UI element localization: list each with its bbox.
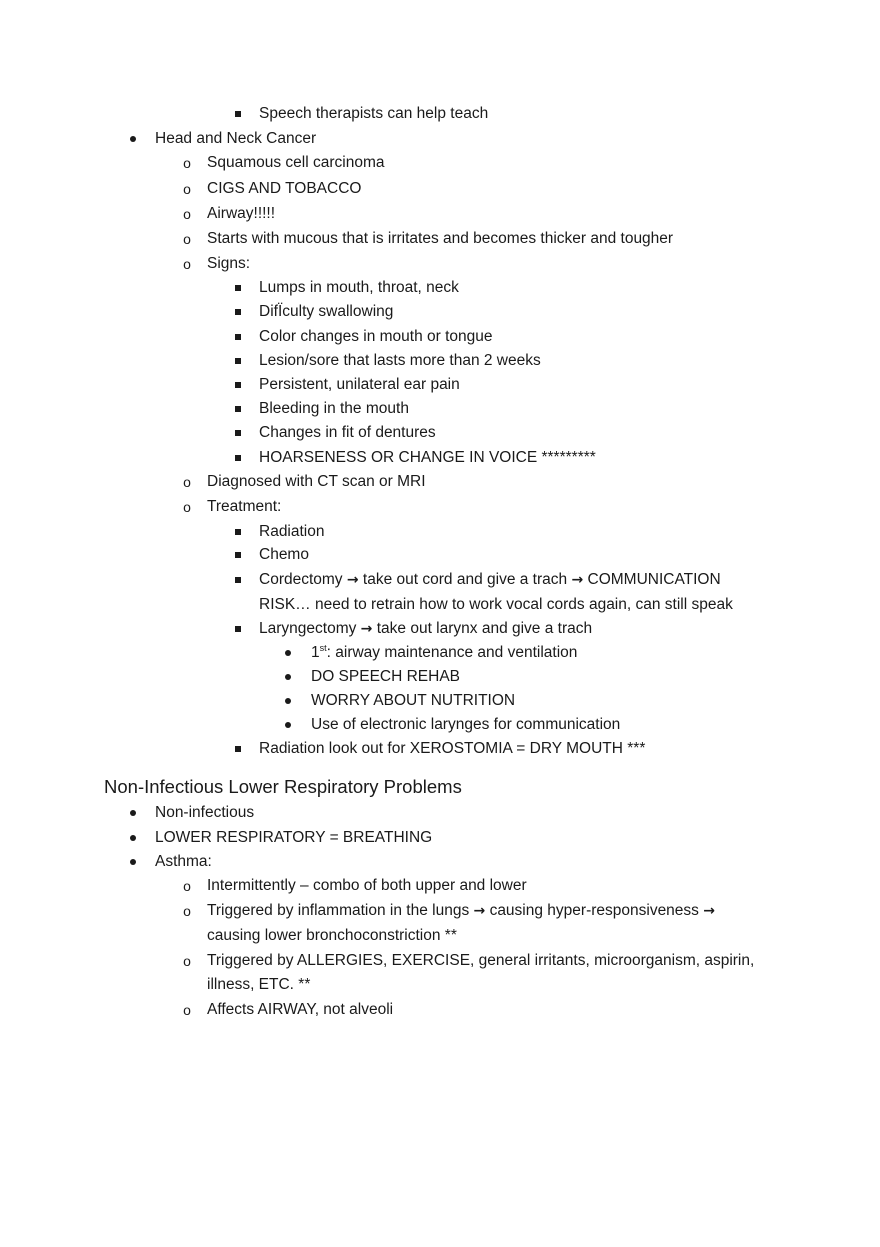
list-item: Use of electronic larynges for communication xyxy=(311,716,621,733)
list-item-text: Triggered by inflammation in the lungs xyxy=(207,902,470,919)
circle-bullet-icon xyxy=(177,229,197,250)
list-item: Intermittently – combo of both upper and lower xyxy=(207,877,527,894)
list-item-text: Laryngectomy xyxy=(259,620,357,637)
list-item-continuation: causing lower bronchoconstriction ** xyxy=(207,927,457,944)
list-item: Asthma: xyxy=(155,853,212,870)
list-item: Radiation xyxy=(259,523,325,540)
arrow-right-icon: → xyxy=(703,903,715,919)
circle-bullet-icon xyxy=(177,1000,197,1021)
square-bullet-icon xyxy=(228,375,248,395)
disc-bullet-icon xyxy=(278,643,298,663)
disc-bullet-icon xyxy=(123,129,143,149)
list-item-text: Cordectomy xyxy=(259,571,343,588)
list-item: Head and Neck Cancer xyxy=(155,130,317,147)
list-item: Speech therapists can help teach xyxy=(259,105,489,122)
circle-bullet-icon xyxy=(177,204,197,225)
list-item: Squamous cell carcinoma xyxy=(207,154,385,171)
square-bullet-icon xyxy=(228,278,248,298)
arrow-right-icon: → xyxy=(346,572,359,588)
disc-bullet-icon xyxy=(123,828,143,848)
square-bullet-icon xyxy=(228,448,248,468)
section-heading: Non-Infectious Lower Respiratory Problems xyxy=(104,776,462,797)
list-item: CIGS AND TOBACCO xyxy=(207,180,362,197)
square-bullet-icon xyxy=(228,351,248,371)
circle-bullet-icon xyxy=(177,901,197,922)
circle-bullet-icon xyxy=(177,254,197,275)
list-item: Signs: xyxy=(207,255,251,272)
list-item-text: 1 xyxy=(311,644,320,661)
square-bullet-icon xyxy=(228,522,248,542)
square-bullet-icon xyxy=(228,327,248,347)
list-item: Persistent, unilateral ear pain xyxy=(259,376,460,393)
list-item-text: take out larynx and give a trach xyxy=(376,620,593,637)
list-item-text: : airway maintenance and ventilation xyxy=(326,644,578,661)
list-item: Chemo xyxy=(259,546,309,563)
circle-bullet-icon xyxy=(177,497,197,518)
list-item-continuation: illness, ETC. ** xyxy=(207,976,311,993)
list-item: DO SPEECH REHAB xyxy=(311,668,461,685)
list-item: HOARSENESS OR CHANGE IN VOICE ********* xyxy=(259,449,596,466)
list-item: DifÏculty swallowing xyxy=(259,303,394,320)
square-bullet-icon xyxy=(228,399,248,419)
list-item xyxy=(259,570,721,590)
list-item: Radiation look out for XEROSTOMIA = DRY MOUTH *** xyxy=(259,740,646,757)
arrow-right-icon: → xyxy=(571,572,584,588)
disc-bullet-icon xyxy=(123,852,143,872)
list-item: Starts with mucous that is irritates and becomes thicker and tougher xyxy=(207,230,674,247)
disc-bullet-icon xyxy=(278,667,298,687)
list-item: LOWER RESPIRATORY = BREATHING xyxy=(155,829,433,846)
circle-bullet-icon xyxy=(177,472,197,493)
list-item: Color changes in mouth or tongue xyxy=(259,328,493,345)
circle-bullet-icon xyxy=(177,153,197,174)
list-item xyxy=(207,901,715,921)
list-item: Bleeding in the mouth xyxy=(259,400,409,417)
list-item-text: causing hyper-responsiveness xyxy=(489,902,699,919)
arrow-right-icon: → xyxy=(360,621,373,637)
list-item-continuation: RISK… need to retrain how to work vocal cords again, can still speak xyxy=(259,596,733,613)
list-item: Airway!!!!! xyxy=(207,205,276,222)
list-item xyxy=(259,619,592,639)
list-item xyxy=(311,643,577,663)
list-item: Diagnosed with CT scan or MRI xyxy=(207,473,426,490)
square-bullet-icon xyxy=(228,545,248,565)
square-bullet-icon xyxy=(228,570,248,590)
square-bullet-icon xyxy=(228,104,248,124)
list-item: WORRY ABOUT NUTRITION xyxy=(311,692,516,709)
list-item: Non-infectious xyxy=(155,804,255,821)
list-item: Lesion/sore that lasts more than 2 weeks xyxy=(259,352,541,369)
circle-bullet-icon xyxy=(177,179,197,200)
disc-bullet-icon xyxy=(278,715,298,735)
square-bullet-icon xyxy=(228,423,248,443)
list-item: Triggered by ALLERGIES, EXERCISE, general irritants, microorganism, aspirin, xyxy=(207,952,755,969)
disc-bullet-icon xyxy=(278,691,298,711)
arrow-right-icon: → xyxy=(473,903,486,919)
square-bullet-icon xyxy=(228,739,248,759)
list-item-text: take out cord and give a trach xyxy=(362,571,568,588)
circle-bullet-icon xyxy=(177,951,197,972)
list-item: Treatment: xyxy=(207,498,282,515)
list-item: Affects AIRWAY, not alveoli xyxy=(207,1001,394,1018)
superscript: st xyxy=(319,642,327,653)
disc-bullet-icon xyxy=(123,803,143,823)
square-bullet-icon xyxy=(228,619,248,639)
list-item-text: COMMUNICATION xyxy=(587,571,721,588)
list-item: Changes in fit of dentures xyxy=(259,424,436,441)
list-item: Lumps in mouth, throat, neck xyxy=(259,279,459,296)
circle-bullet-icon xyxy=(177,876,197,897)
square-bullet-icon xyxy=(228,302,248,322)
